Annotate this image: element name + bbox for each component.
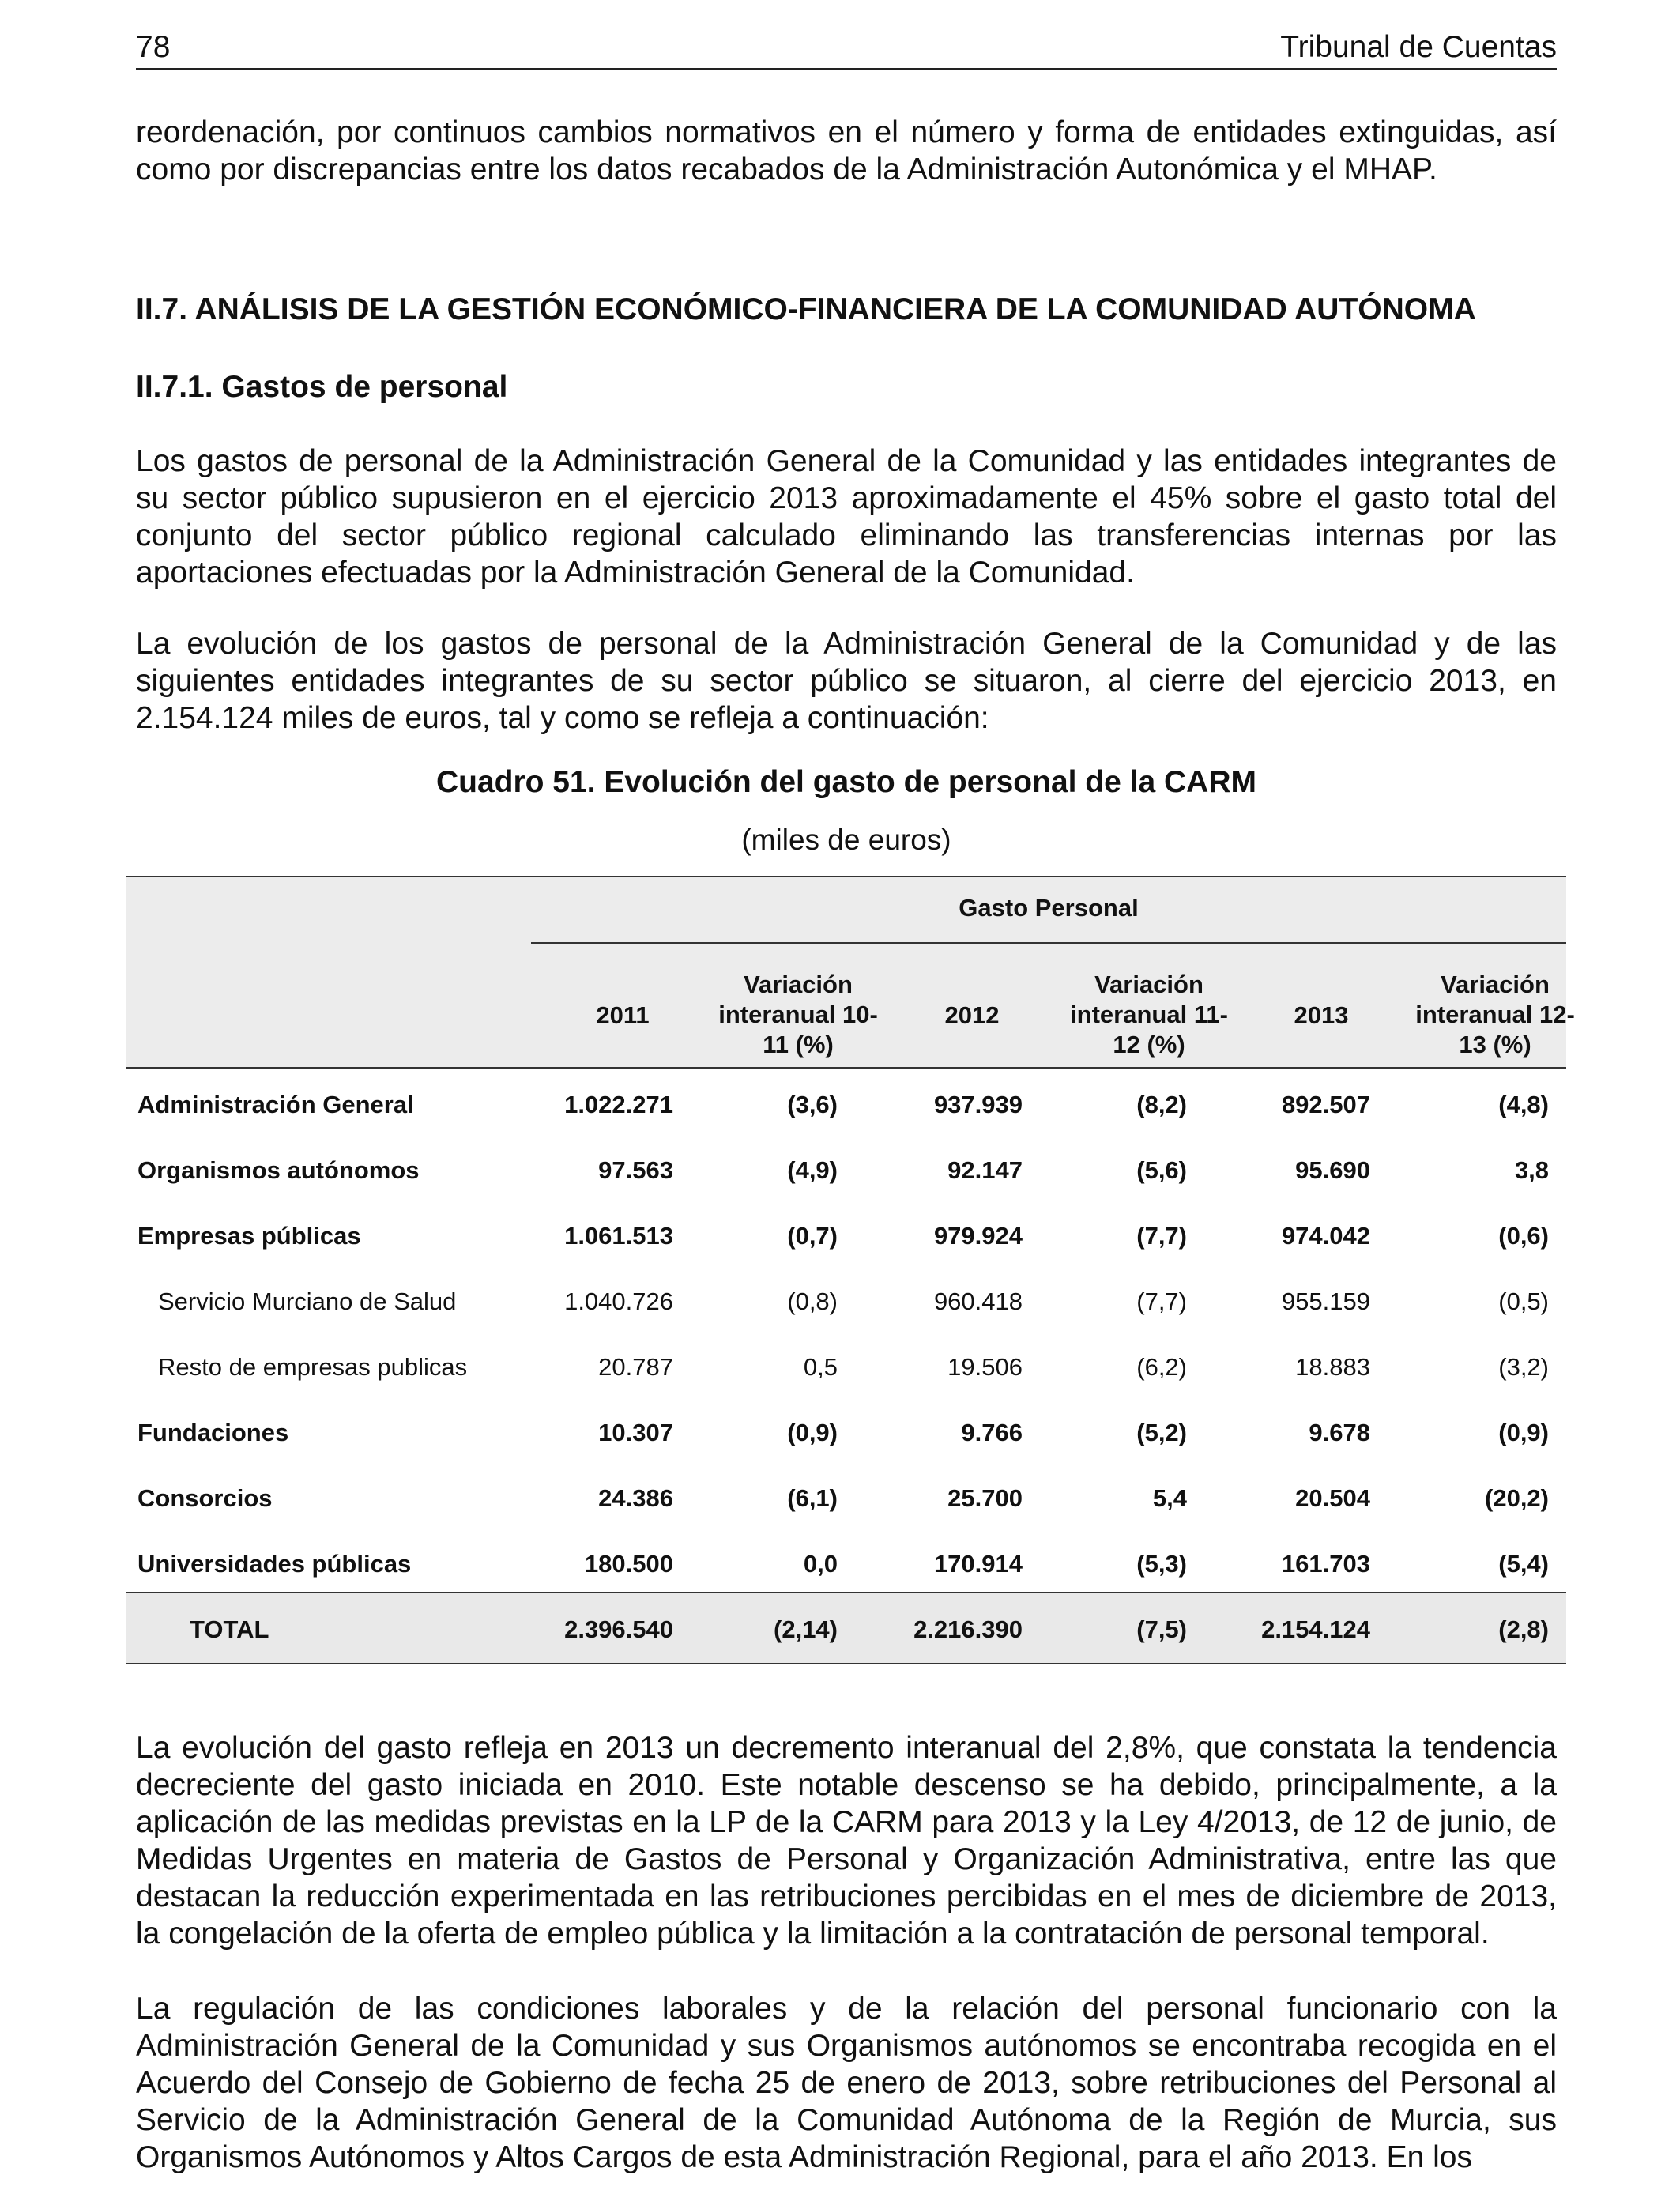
- paragraph-personal-share: Los gastos de personal de la Administración General de la Comunidad y las entidades integrantes de su sector público supusieron en el ejercicio 2013 aproximadamente el 45% sobre el gasto total del conjunto del sector público regional calculado eliminando las transferencias internas por las aportaciones efectuadas por la Administración General de la Comunidad.: [136, 444, 1557, 590]
- total-cell: 2.396.540: [564, 1615, 673, 1643]
- table-cell: 9.678: [1309, 1419, 1370, 1446]
- table-cell: 20.787: [598, 1353, 673, 1381]
- paragraph-evolution: La evolución de los gastos de personal de la Administración General de la Comunidad y de las siguientes entidades integrantes de su sector público se situaron, al cierre del ejercicio 2013, en 2.154.124 miles de euros, tal y como se refleja a continuación:: [136, 627, 1557, 735]
- paragraph-analysis: La evolución del gasto refleja en 2013 un decremento interanual del 2,8%, que constata la tendencia decreciente del gasto iniciada en 2010. Este notable descenso se ha debido, principalmente, a la aplicación de las medidas previstas en la LP de la CARM para 2013 y la Ley 4/2013, de 12 de junio, de Medidas Urgentes en materia de Gastos de Personal y Organización Administrativa, entre las que destacan la reducción experimentada en las retribuciones percibidas en el mes de diciembre de 2013, la congelación de la oferta de empleo pública y la limitación a la contratación de personal temporal.: [136, 1731, 1557, 1951]
- column-header: Variación interanual 10-11 (%): [718, 971, 878, 1058]
- table-cell: 1.061.513: [564, 1222, 673, 1250]
- table-cell: 955.159: [1281, 1287, 1370, 1315]
- group-header-rule: [531, 942, 1566, 944]
- row-label: Fundaciones: [137, 1419, 289, 1446]
- table-cell: (4,8): [1498, 1091, 1549, 1118]
- paragraph-intro: reordenación, por continuos cambios normativos en el número y forma de entidades extinguidas, así como por discrepancias entre los datos recabados de la Administración Autonómica y el MHAP.: [136, 115, 1557, 187]
- row-label: Empresas públicas: [137, 1222, 361, 1250]
- total-cell: (2,8): [1498, 1615, 1549, 1643]
- paragraph-regulation: La regulación de las condiciones laborales y de la relación del personal funcionario con la Administración General de la Comunidad y sus Organismos autónomos se encontraba recogida en el Acuerdo del Consejo de Gobierno de fecha 25 de enero de 2013, sobre retribuciones del Personal al Servicio de la Administración General de la Comunidad Autónoma de la Región de Murcia, sus Organismos Autónomos y Altos Cargos de esta Administración Regional, para el año 2013. En los: [136, 1992, 1557, 2174]
- table-cell: (5,2): [1136, 1419, 1187, 1446]
- page-header: [136, 28, 1557, 70]
- table-cell: 892.507: [1281, 1091, 1370, 1118]
- table-cell: (0,9): [787, 1419, 838, 1446]
- column-header: 2012: [944, 1001, 1000, 1029]
- section-heading: II.7. ANÁLISIS DE LA GESTIÓN ECONÓMICO-FINANCIERA DE LA COMUNIDAD AUTÓNOMA: [136, 292, 1476, 326]
- table-cell: (6,2): [1136, 1353, 1187, 1381]
- table-cell: (3,6): [787, 1091, 838, 1118]
- table-cell: 95.690: [1295, 1156, 1370, 1184]
- table-cell: 19.506: [947, 1353, 1023, 1381]
- table-cell: (8,2): [1136, 1091, 1187, 1118]
- total-cell: 2.154.124: [1261, 1615, 1370, 1643]
- column-header: Variación interanual 11-12 (%): [1070, 971, 1228, 1058]
- table-cell: (5,4): [1498, 1550, 1549, 1578]
- table-cell: 3,8: [1514, 1156, 1549, 1184]
- table-cell: 92.147: [947, 1156, 1023, 1184]
- table-cell: 18.883: [1295, 1353, 1370, 1381]
- table-cell: (0,6): [1498, 1222, 1549, 1250]
- personnel-expense-table: [126, 876, 1575, 1658]
- running-title: Tribunal de Cuentas: [1280, 30, 1557, 64]
- table-cell: 1.022.271: [564, 1091, 673, 1118]
- row-label: Organismos autónomos: [137, 1156, 420, 1184]
- table-cell: 979.924: [933, 1222, 1023, 1250]
- table-cell: 161.703: [1281, 1550, 1370, 1578]
- table-cell: 974.042: [1281, 1222, 1370, 1250]
- table-cell: 0,0: [803, 1550, 838, 1578]
- table-title: Cuadro 51. Evolución del gasto de personal de la CARM: [435, 765, 1257, 799]
- table-cell: (0,9): [1498, 1419, 1549, 1446]
- table-cell: (7,7): [1136, 1222, 1187, 1250]
- table-cell: 937.939: [933, 1091, 1023, 1118]
- subsection-heading: II.7.1. Gastos de personal: [136, 370, 508, 404]
- table-cell: 180.500: [584, 1550, 673, 1578]
- total-cell: 2.216.390: [913, 1615, 1023, 1643]
- table-cell: (6,1): [787, 1484, 838, 1512]
- total-cell: (7,5): [1136, 1615, 1187, 1643]
- total-cell: (2,14): [774, 1615, 838, 1643]
- table-cell: 20.504: [1295, 1484, 1370, 1512]
- table-cell: 5,4: [1152, 1484, 1187, 1512]
- row-label: Servicio Murciano de Salud: [158, 1287, 457, 1315]
- table-cell: 960.418: [933, 1287, 1023, 1315]
- column-header: Variación interanual 12-13 (%): [1415, 971, 1575, 1058]
- table-cell: 9.766: [961, 1419, 1023, 1446]
- table-cell: 24.386: [598, 1484, 673, 1512]
- table-cell: 97.563: [598, 1156, 673, 1184]
- table-cell: (20,2): [1485, 1484, 1549, 1512]
- row-label: Universidades públicas: [137, 1550, 412, 1578]
- column-header: 2011: [596, 1001, 650, 1029]
- group-header: Gasto Personal: [959, 894, 1139, 922]
- total-label: TOTAL: [190, 1615, 269, 1643]
- table-cell: 25.700: [947, 1484, 1023, 1512]
- table-cell: 1.040.726: [564, 1287, 673, 1315]
- row-label: Resto de empresas publicas: [158, 1353, 468, 1381]
- table-cell: 0,5: [803, 1353, 838, 1381]
- row-label: Administración General: [137, 1091, 414, 1118]
- table-cell: (7,7): [1136, 1287, 1187, 1315]
- table-subtitle: (miles de euros): [741, 824, 951, 856]
- page-number: 78: [136, 30, 171, 64]
- column-header: 2013: [1294, 1001, 1349, 1029]
- row-label: Consorcios: [137, 1484, 273, 1512]
- table-cell: (5,3): [1136, 1550, 1187, 1578]
- table-cell: (4,9): [787, 1156, 838, 1184]
- table-cell: (0,8): [787, 1287, 838, 1315]
- table-cell: (0,7): [787, 1222, 838, 1250]
- table-cell: (0,5): [1498, 1287, 1549, 1315]
- table-cell: 170.914: [933, 1550, 1023, 1578]
- table-cell: 10.307: [598, 1419, 673, 1446]
- table-cell: (5,6): [1136, 1156, 1187, 1184]
- table-cell: (3,2): [1498, 1353, 1549, 1381]
